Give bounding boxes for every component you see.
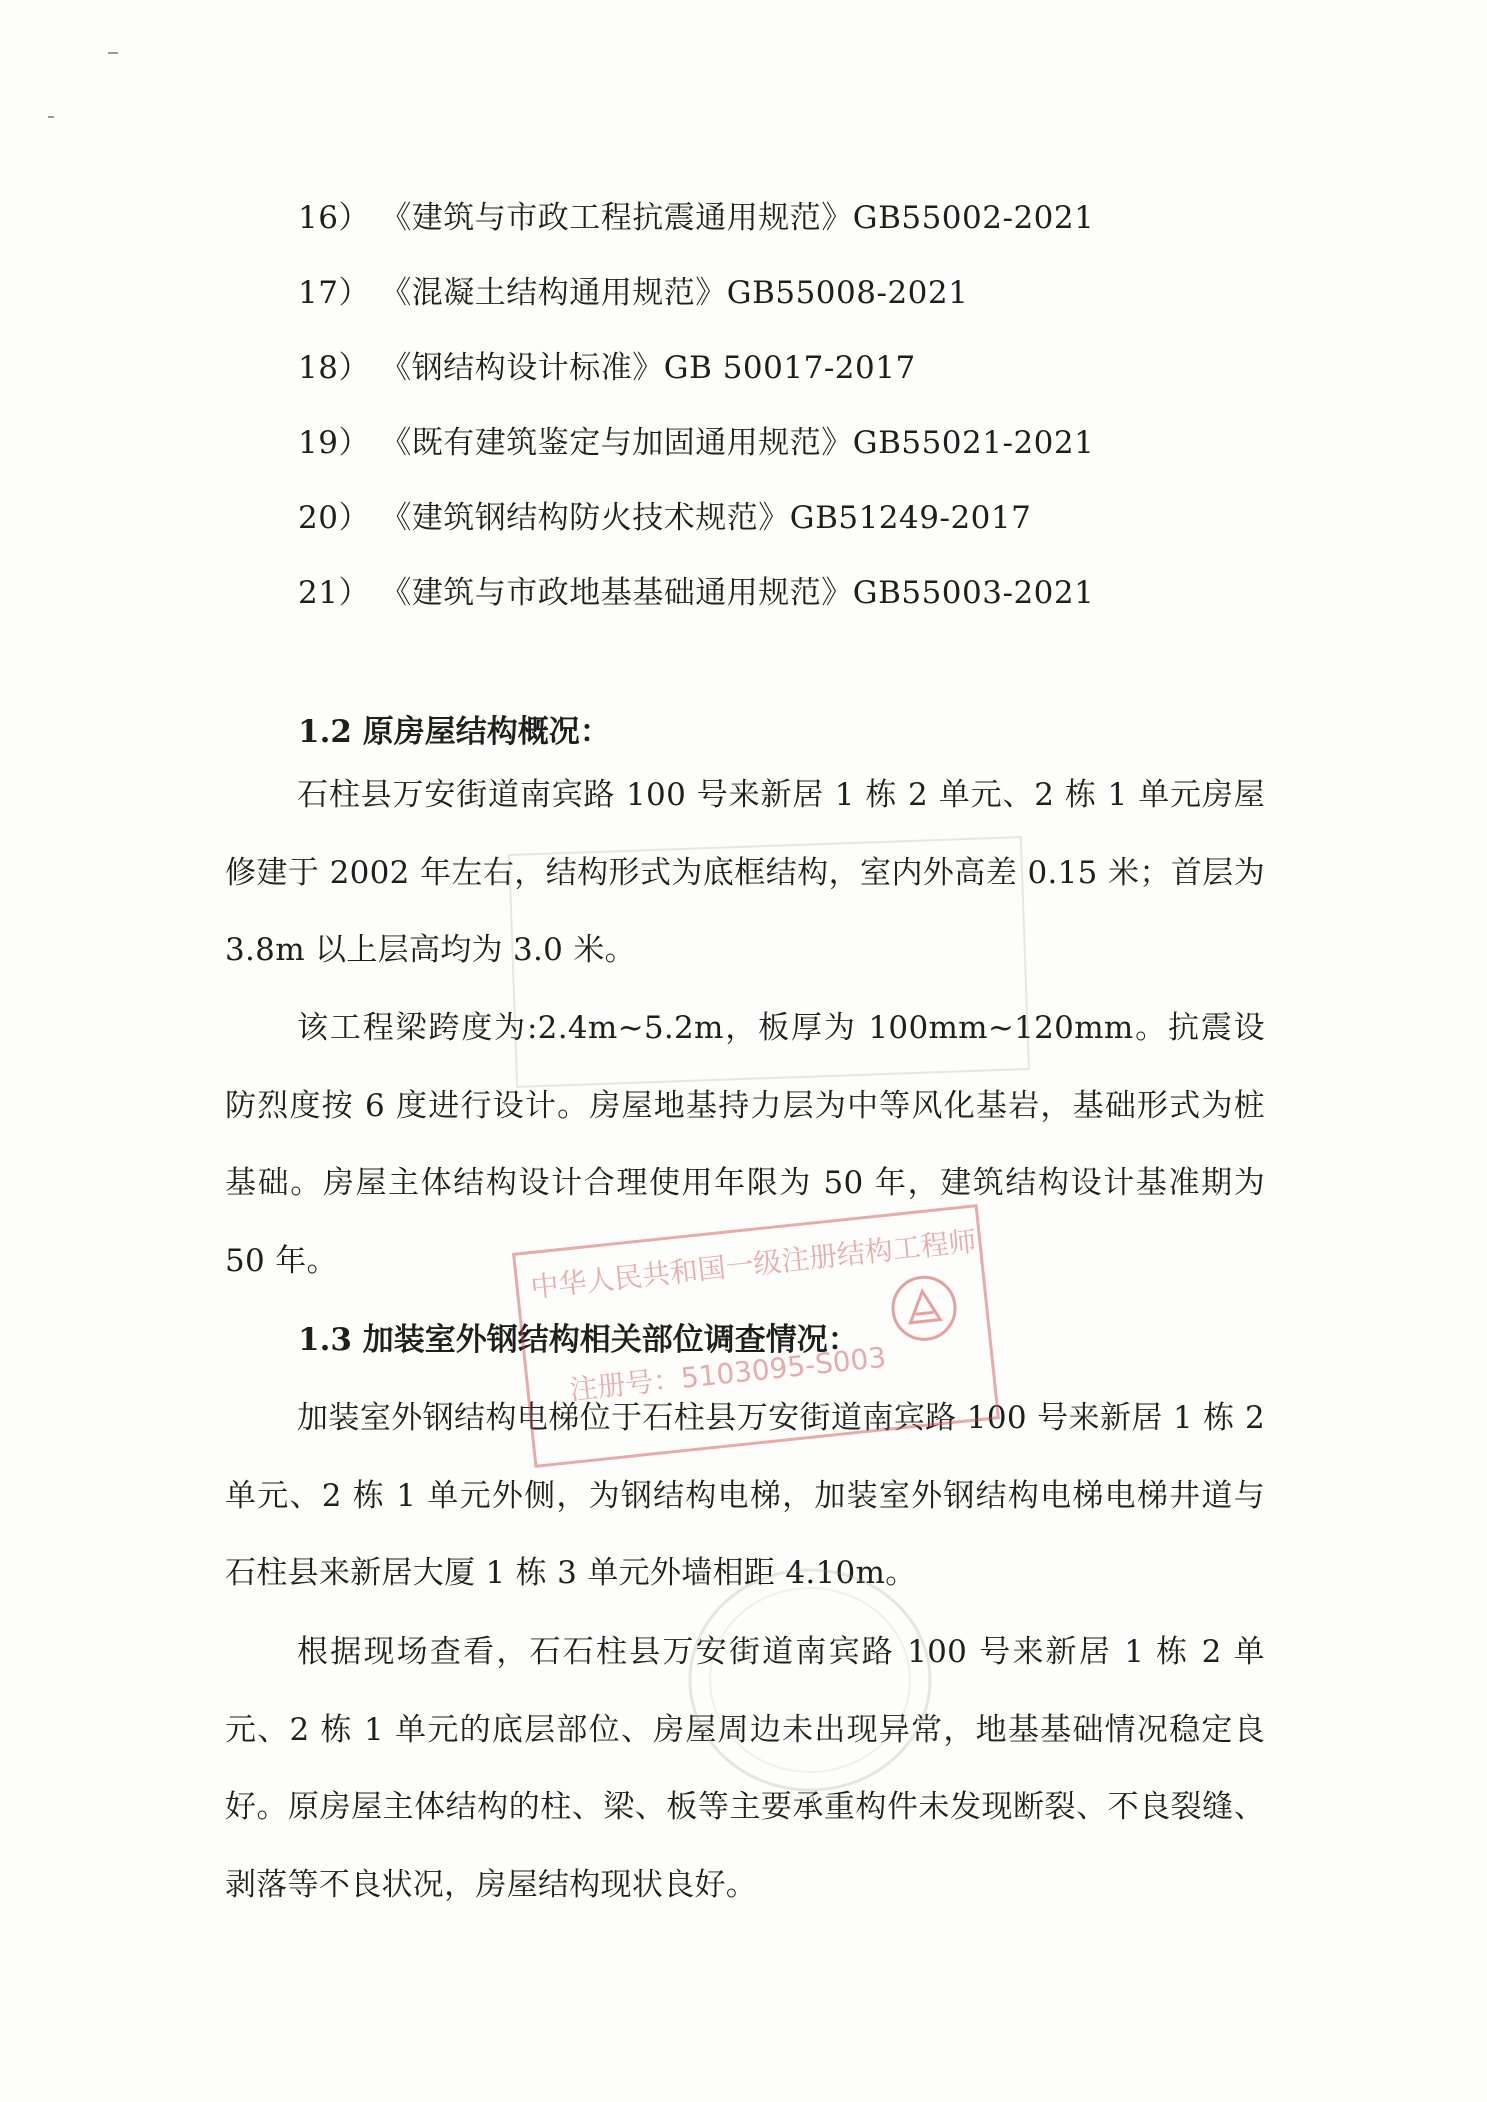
reference-text: 《钢结构设计标准》GB 50017-2017: [380, 350, 916, 386]
reference-text: 《建筑与市政工程抗震通用规范》GB55002-2021: [380, 200, 1095, 236]
stamp-registration: 注册号：5103095-S003: [567, 1340, 888, 1407]
reference-number: 18）: [298, 350, 370, 386]
reference-item: [298, 348, 916, 388]
section-1-2-paragraph-1: 石柱县万安街道南宾路 100 号来新居 1 栋 2 单元、2 栋 1 单元房屋修建于 2002 年左右，结构形式为底框结构，室内外高差 0.15 米；首层为 3.8m 以上层高均为 3.0 米。: [225, 777, 1265, 968]
scan-artifact: [108, 52, 118, 54]
reference-number: 20）: [298, 500, 370, 536]
section-1-3-paragraph-2: 根据现场查看，石石柱县万安街道南宾路 100 号来新居 1 栋 2 单元、2 栋 1 单元的底层部位、房屋周边未出现异常，地基基础情况稳定良好。原房屋主体结构的柱、梁、板等主要承重构件未发现断裂、不良裂缝、剥落等不良状况，房屋结构现状良好。: [225, 1634, 1265, 1903]
section-heading-1-2: 1.2 原房屋结构概况：: [298, 714, 611, 750]
reference-item: [298, 198, 1094, 238]
reference-item: [298, 423, 1094, 463]
reference-item: [298, 273, 968, 313]
stamp-title: 中华人民共和国一级注册结构工程师: [529, 1224, 979, 1305]
reference-number: 21）: [298, 575, 370, 611]
reference-text: 《既有建筑鉴定与加固通用规范》GB55021-2021: [380, 425, 1095, 461]
reference-number: 19）: [298, 425, 370, 461]
reference-item: [298, 573, 1094, 613]
reference-text: 《建筑钢结构防火技术规范》GB51249-2017: [380, 500, 1032, 536]
scan-artifact: [48, 116, 54, 118]
reference-text: 《建筑与市政地基基础通用规范》GB55003-2021: [380, 575, 1095, 611]
reference-number: 17）: [298, 275, 370, 311]
round-company-seal-icon: [680, 1560, 940, 1800]
section-1-2-paragraph-2: 该工程梁跨度为:2.4m~5.2m，板厚为 100mm~120mm。抗震设防烈度按 6 度进行设计。房屋地基持力层为中等风化基岩，基础形式为桩基础。房屋主体结构设计合理使用年限为 50 年，建筑结构设计基准期为 50 年。: [225, 1010, 1265, 1279]
reference-item: [298, 498, 1031, 538]
section-1-3-paragraph-1: 加装室外钢结构电梯位于石柱县万安街道南宾路 100 号来新居 1 栋 2 单元、2 栋 1 单元外侧，为钢结构电梯，加装室外钢结构电梯电梯井道与石柱县来新居大厦 1 栋 3 单元外墙相距 4.10m。: [225, 1400, 1265, 1591]
reference-text: 《混凝土结构通用规范》GB55008-2021: [380, 275, 969, 311]
reference-number: 16）: [298, 200, 370, 236]
section-heading-1-3: 1.3 加装室外钢结构相关部位调查情况：: [298, 1322, 859, 1358]
